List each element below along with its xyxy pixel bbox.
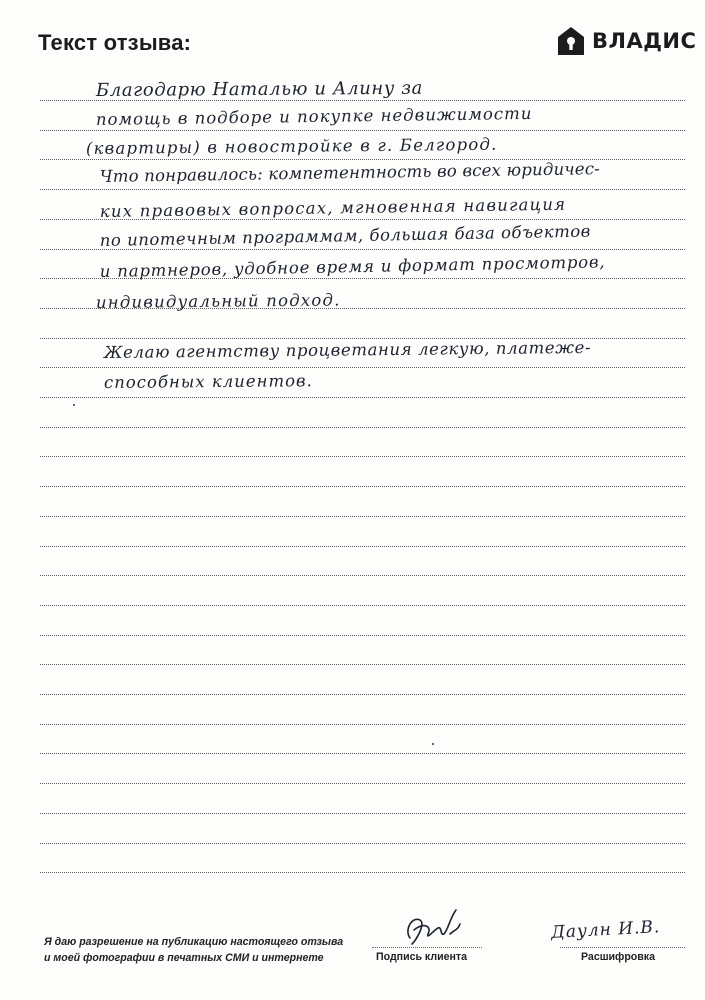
decoding-line (560, 947, 685, 948)
ruled-line (40, 635, 685, 636)
review-line: помощь в подборе и покупке недвижимости (95, 103, 533, 129)
review-line: по ипотечным программам, большая база объектов (99, 221, 591, 250)
paper-speck (432, 743, 434, 745)
page-title: Текст отзыва: (38, 30, 192, 55)
ruled-line (40, 694, 685, 695)
ruled-line (40, 130, 685, 131)
ruled-line (40, 486, 685, 487)
ruled-line (40, 753, 685, 754)
review-line: ких правовых вопросах, мгновенная навигация (99, 194, 567, 221)
consent-line: и моей фотографии в печатных СМИ и интернете (44, 952, 324, 964)
ruled-line (40, 783, 685, 784)
review-line: и партнеров, удобное время и формат просмотров, (99, 252, 606, 281)
publication-consent (44, 934, 364, 966)
consent-line: Я даю разрешение на публикацию настоящего отзыва (44, 936, 344, 948)
review-line: Что понравилось: компетентность во всех юридичес- (99, 159, 601, 186)
ruled-line (40, 724, 685, 725)
brand-name: ВЛАДИС (592, 29, 697, 53)
client-signature (398, 900, 488, 950)
review-line: способных клиентов. (103, 371, 313, 392)
ruled-line (40, 575, 685, 576)
ruled-line (40, 843, 685, 844)
ruled-line (40, 664, 685, 665)
house-keyhole-icon (557, 26, 585, 56)
review-line: Благодарю Наталью и Алину за (95, 77, 424, 101)
ruled-line (40, 367, 685, 368)
decoding-label: Расшифровка (581, 951, 655, 963)
paper-speck (73, 404, 75, 406)
signature-line (372, 947, 482, 948)
decoding-value: Даулн И.В. (550, 917, 661, 943)
ruled-line (40, 397, 685, 398)
review-line: Желаю агентству процветания легкую, платеже- (103, 337, 592, 362)
ruled-line (40, 456, 685, 457)
ruled-line (40, 872, 685, 873)
ruled-line (40, 427, 685, 428)
brand-logo (557, 26, 696, 56)
ruled-line (40, 516, 685, 517)
ruled-line (40, 189, 685, 190)
ruled-line (40, 605, 685, 606)
signature-label: Подпись клиента (376, 951, 467, 963)
review-line: индивидуальный подход. (95, 290, 341, 312)
ruled-line (40, 813, 685, 814)
ruled-line (40, 546, 685, 547)
review-line: (квартиры) в новостройке в г. Белгород. (85, 134, 498, 158)
